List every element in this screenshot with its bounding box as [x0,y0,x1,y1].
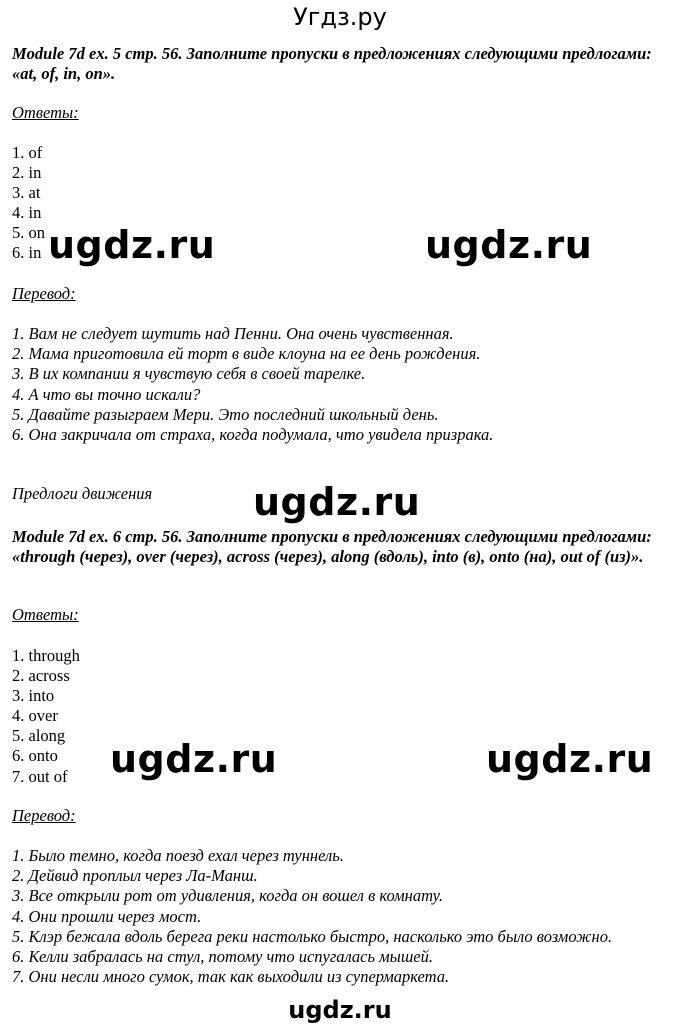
translation-item: 6. Она закричала от страха, когда подумала, что увидела призрака. [12,424,494,444]
translation-item: 1. Было темно, когда поезд ехал через туннель. [12,846,344,865]
answer-item: 7. out of [12,766,68,786]
answer-item: 2. in [12,163,42,183]
watermark: ugdz.ru [425,223,593,267]
translation-item: 7. Они несли много сумок, так как выходили из супермаркета. [12,967,450,987]
translation-list-2 [12,846,612,987]
site-header: Угдз.ру [293,3,387,31]
translation-item: 1. Вам не следует шутить над Пенни. Она очень чувственная. [12,324,454,343]
translation-item: 3. В их компании я чувствую себя в своей тарелке. [12,364,366,384]
answer-item: 6. in [12,243,42,263]
translation-label-1: Перевод: [12,284,76,303]
answer-item: 3. into [12,686,55,706]
answers-list-1 [12,143,45,264]
translation-item: 2. Дейвид проплыл через Ла-Манш. [12,866,258,886]
answer-item: 4. in [12,203,42,223]
answer-item: 4. over [12,706,58,726]
answer-item: 3. at [12,183,41,203]
translation-label-2: Перевод: [12,806,76,825]
answers-label-2: Ответы: [12,605,79,624]
answer-item: 1. of [12,143,43,162]
translation-item: 3. Все открыли рот от удивления, когда он вошел в комнату. [12,886,443,906]
answer-item: 2. across [12,666,70,686]
translation-item: 2. Мама приготовила ей торт в виде клоуна на ее день рождения. [12,344,481,364]
translation-item: 6. Келли забралась на стул, потому что испугалась мышей. [12,946,433,966]
watermark: ugdz.ru [253,480,421,524]
task-2-title: Module 7d ex. 6 стр. 56. Заполните пропуски в предложениях следующими предлогами: «through (через), over (через), across (через), along (вдоль), into (в), onto (на), out of (из)». [12,527,652,566]
task-1-title: Module 7d ex. 5 стр. 56. Заполните пропуски в предложениях следующими предлогами: «at, of, in, on». [12,44,652,83]
answers-list-2 [12,646,80,787]
translation-item: 5. Клэр бежала вдоль берега реки настолько быстро, насколько это было возможно. [12,926,613,946]
topic-heading: Предлоги движения [12,484,153,503]
answer-item: 5. on [12,223,45,243]
watermark: ugdz.ru [48,223,216,267]
translation-item: 4. А что вы точно искали? [12,384,201,404]
translation-item: 5. Давайте разыграем Мери. Это последний школьный день. [12,404,439,424]
answer-item: 1. through [12,646,80,665]
site-footer: ugdz.ru [288,996,392,1024]
watermark: ugdz.ru [486,737,654,781]
answers-label-1: Ответы: [12,103,79,122]
watermark: ugdz.ru [110,737,278,781]
answer-item: 5. along [12,726,66,746]
translation-list-1 [12,324,493,445]
translation-item: 4. Они прошли через мост. [12,906,202,926]
answer-item: 6. onto [12,746,58,766]
